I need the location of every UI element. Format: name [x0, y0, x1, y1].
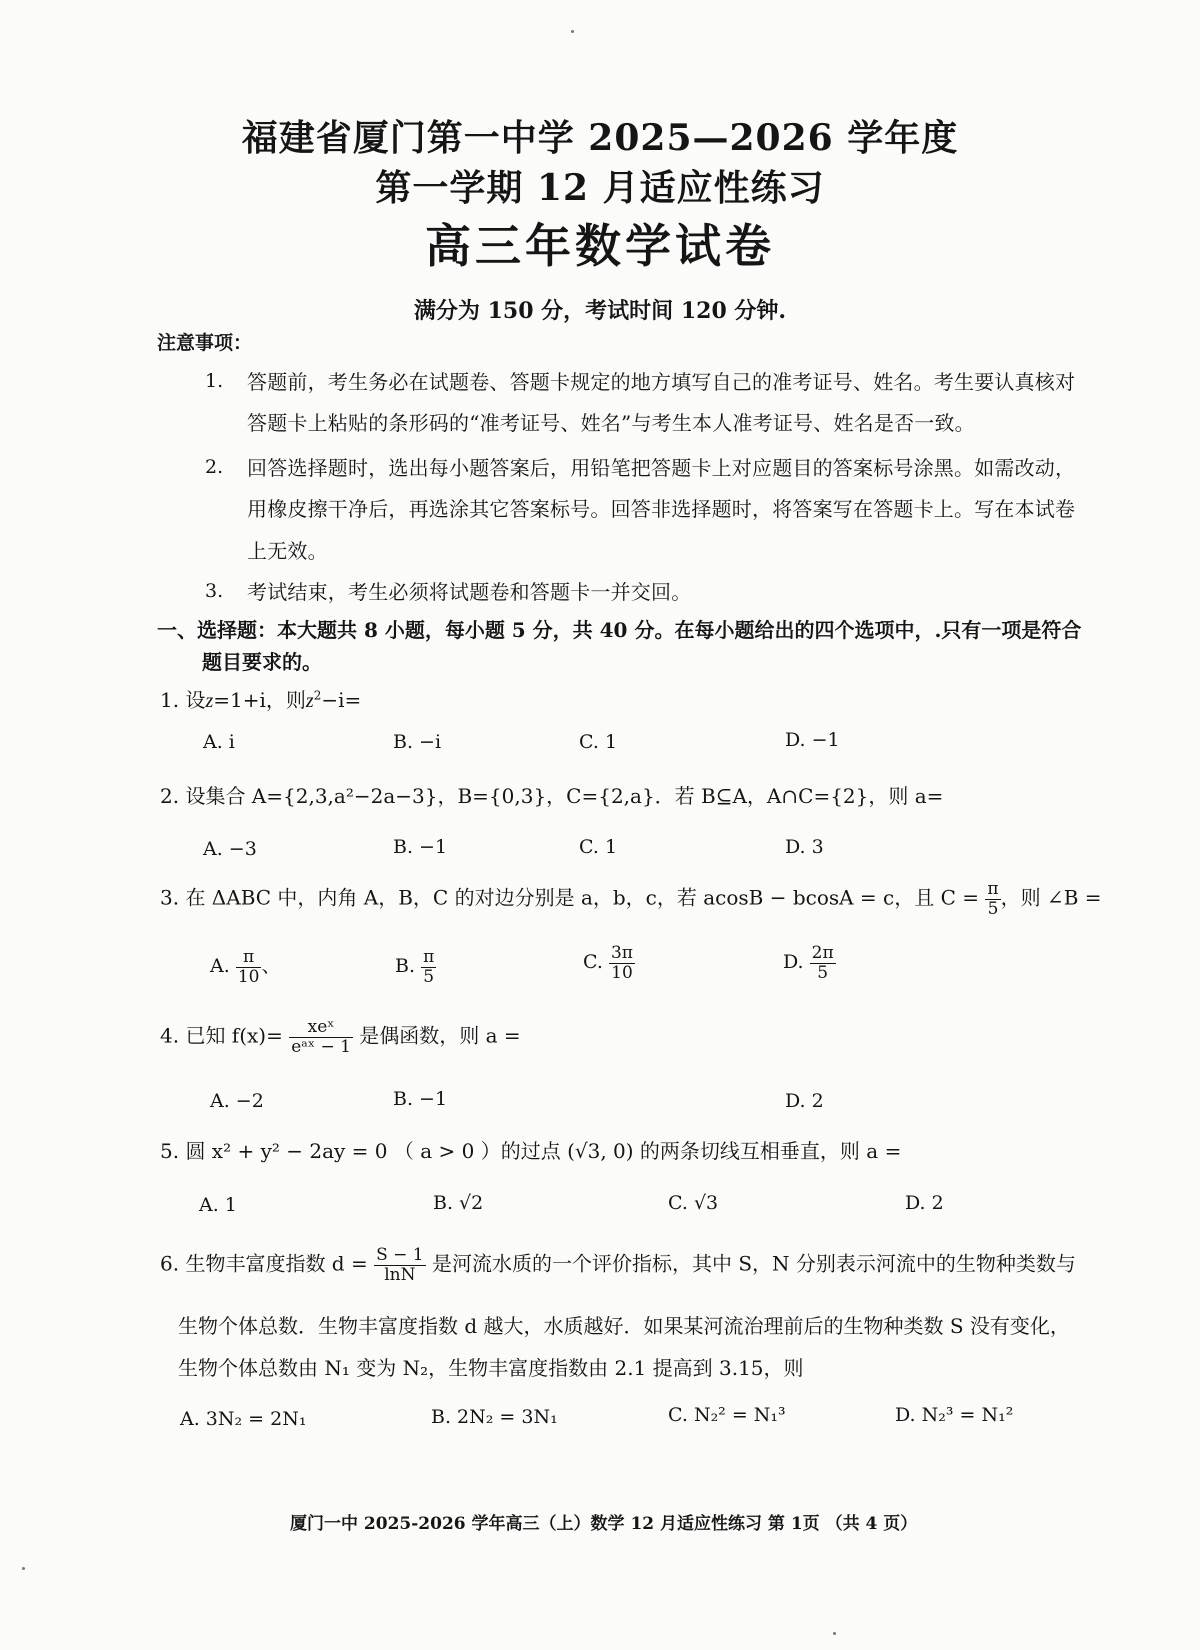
q3-number: 3. [160, 885, 180, 910]
q2-option-d: D. 3 [785, 836, 824, 858]
page-footer: 厦门一中 2025-2026 学年高三（上）数学 12 月适应性练习 第 1页 （共 4 页） [290, 1514, 918, 1534]
notice-1-line1: 答题前，考生务必在试题卷、答题卡规定的地方填写自己的准考证号、姓名。考生要认真核对 [247, 370, 1076, 394]
q3-option-d: D. $\frac{2\pi}{5}$ [783, 943, 834, 983]
q1-option-a: A. i [203, 731, 235, 753]
q6-line-3: 生物个体总数由 N₁ 变为 N₂，生物丰富度指数由 2.1 提高到 3.15，则 [178, 1356, 804, 1380]
question-6 [160, 1246, 1076, 1284]
q5-option-c: C. √3 [668, 1192, 719, 1214]
title-line-3: 高三年数学试卷 [425, 219, 775, 273]
q2-option-a: A. −3 [203, 838, 257, 860]
q3-fraction-c: $\frac{\pi}{5}$ [987, 879, 999, 919]
q2-text: 设集合 A={2,3,a²−2a−3}，B={0,3}，C={2,a}．若 B⊆A，A∩C={2}，则 a= [185, 784, 944, 808]
q5-number: 5. [160, 1139, 180, 1163]
title-line-2: 第一学期 12 月适应性练习 [375, 167, 825, 209]
scan-speck [571, 30, 574, 33]
q6-line-2: 生物个体总数．生物丰富度指数 d 越大，水质越好．如果某河流治理前后的生物种类数 S 没有变化， [178, 1314, 1070, 1338]
q1-var-z: z [205, 690, 214, 712]
q6-option-b: B. 2N₂ = 3N₁ [431, 1406, 558, 1428]
notice-2-line3: 上无效。 [247, 539, 328, 563]
q1-number: 1. [160, 688, 180, 712]
q6-post: 是河流水质的一个评价指标，其中 S，N 分别表示河流中的生物种类数与 [431, 1251, 1076, 1276]
title-line-1: 福建省厦门第一中学 2025—2026 学年度 [241, 117, 959, 159]
q6-number: 6. [160, 1251, 180, 1276]
q1-var-z2: z [305, 690, 314, 712]
notice-3-line1: 考试结束，考生必须将试题卷和答题卡一并交回。 [247, 580, 692, 604]
notice-1-line2: 答题卡上粘贴的条形码的“准考证号、姓名”与考生本人准考证号、姓名是否一致。 [247, 411, 975, 435]
scan-speck [833, 1632, 836, 1635]
q1-option-d: D. −1 [785, 729, 840, 751]
q4-pre: 已知 f(x)= [185, 1023, 283, 1048]
section-1-heading-cont: 题目要求的。 [202, 650, 322, 674]
q6-fraction: $\frac{S - 1}{\ln N}$ [376, 1245, 424, 1285]
q3-text-end: ，则 ∠B = [1000, 885, 1102, 910]
section-1-heading: 一、选择题：本大题共 8 小题，每小题 5 分，共 40 分。在每小题给出的四个选项中，.只有一项是符合 [157, 618, 1082, 642]
q1-option-b: B. −i [393, 731, 442, 753]
q4-post: 是偶函数，则 a = [359, 1023, 521, 1048]
score-info: 满分为 150 分，考试时间 120 分钟. [413, 298, 787, 324]
q1-text-b: =1+i，则 [213, 688, 306, 712]
q4-option-d: D. 2 [785, 1090, 824, 1112]
q6-option-a: A. 3N₂ = 2N₁ [180, 1408, 307, 1430]
q1-text-a: 设 [185, 688, 206, 712]
q4-option-a: A. −2 [210, 1090, 264, 1112]
question-1 [160, 684, 361, 713]
q1-text-c: −i= [321, 688, 362, 712]
q3-option-a: A. $\frac{\pi}{10}$ 、 [210, 947, 281, 987]
question-2 [160, 780, 943, 809]
notice-1-num: 1. [205, 370, 224, 392]
q4-fraction: $\frac{\text{xeˣ}}{\text{eᵃˣ − 1}}$ [291, 1017, 351, 1057]
scan-speck [22, 1567, 25, 1570]
question-3 [160, 880, 1102, 918]
q1-exp: 2 [313, 688, 322, 703]
q5-option-d: D. 2 [905, 1192, 944, 1214]
q6-option-c: C. N₂² = N₁³ [668, 1404, 786, 1426]
q2-option-c: C. 1 [579, 836, 618, 858]
q1-option-c: C. 1 [579, 731, 618, 753]
question-5 [160, 1135, 901, 1164]
q4-option-b: B. −1 [393, 1088, 448, 1110]
notice-heading: 注意事项： [157, 332, 253, 354]
q5-option-b: B. √2 [433, 1192, 484, 1214]
q5-text: 圆 x² + y² − 2ay = 0 （ a > 0 ）的过点 (√3, 0) 的两条切线互相垂直，则 a = [185, 1139, 902, 1163]
notice-2-num: 2. [205, 456, 224, 478]
q3-option-b: B. $\frac{\pi}{5}$ [395, 947, 435, 987]
q5-option-a: A. 1 [199, 1194, 237, 1216]
q4-number: 4. [160, 1023, 180, 1048]
notice-2-line2: 用橡皮擦干净后，再选涂其它答案标号。回答非选择题时，将答案写在答题卡上。写在本试卷 [247, 497, 1076, 521]
q6-pre: 生物丰富度指数 d = [185, 1251, 368, 1276]
notice-3-num: 3. [205, 580, 224, 602]
q6-option-d: D. N₂³ = N₁² [895, 1404, 1014, 1426]
q2-option-b: B. −1 [393, 836, 448, 858]
question-4 [160, 1018, 521, 1056]
notice-2-line1: 回答选择题时，选出每小题答案后，用铅笔把答题卡上对应题目的答案标号涂黑。如需改动， [247, 456, 1076, 480]
q3-text: 在 ΔABC 中，内角 A，B，C 的对边分别是 a，b，c，若 acosB − bcosA = c，且 C = [185, 885, 980, 910]
q2-number: 2. [160, 784, 180, 808]
q3-option-c: C. $\frac{3\pi}{10}$ [583, 943, 633, 983]
